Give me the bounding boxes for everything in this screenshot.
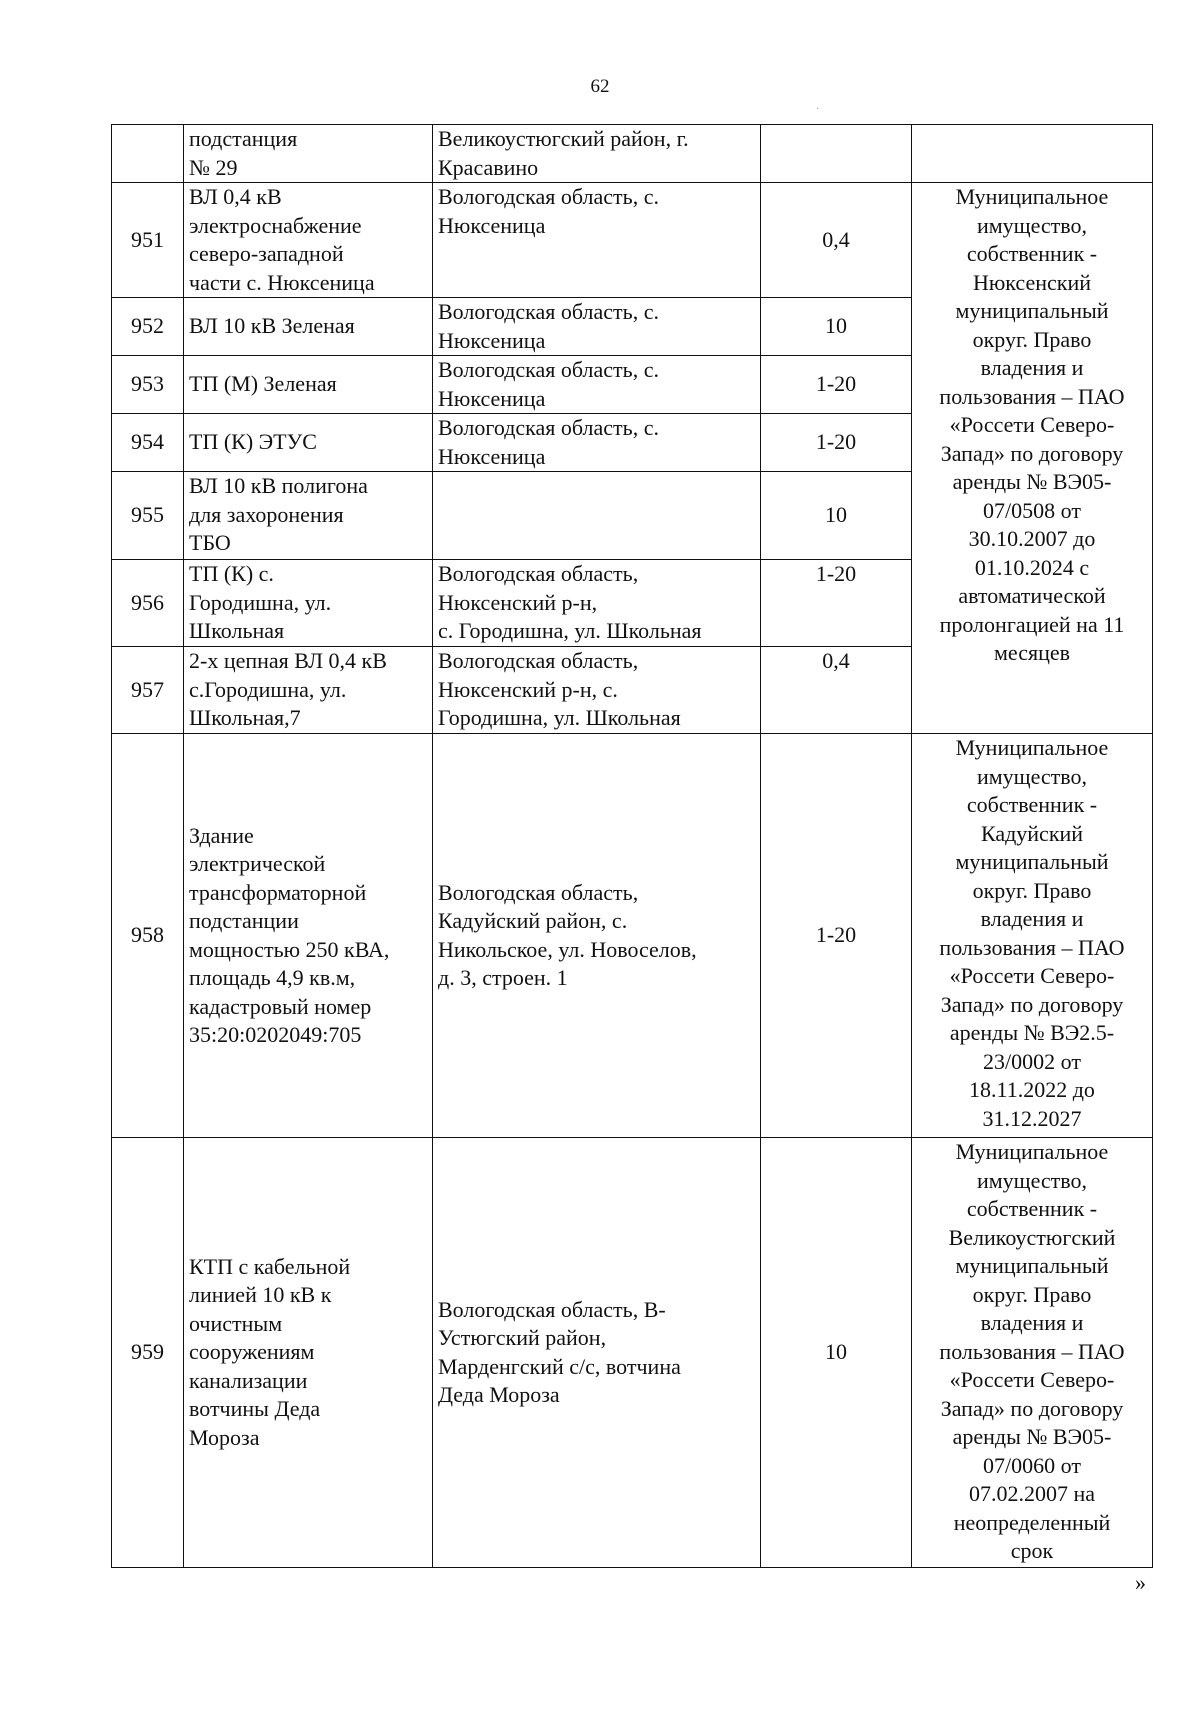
object-address: Вологодская область, Кадуйский район, с. Никольское, ул. Новоселов, д. 3, строен. 1 — [433, 734, 761, 1138]
row-number: 952 — [112, 298, 184, 356]
voltage-class — [761, 125, 912, 183]
voltage-class: 10 — [761, 298, 912, 356]
voltage-class: 0,4 — [761, 647, 912, 734]
row-number — [112, 125, 184, 183]
table-row — [112, 125, 1153, 183]
row-number: 959 — [112, 1138, 184, 1568]
row-number: 956 — [112, 560, 184, 647]
object-name: ТП (К) с. Городишна, ул. Школьная — [184, 560, 433, 647]
object-address: Вологодская область, Нюксенский р-н, с. Городишна, ул. Школьная — [433, 560, 761, 647]
object-name: ТП (М) Зеленая — [184, 356, 433, 414]
object-address: Вологодская область, Нюксенский р-н, с. Городишна, ул. Школьная — [433, 647, 761, 734]
voltage-class: 10 — [761, 472, 912, 560]
object-name: ВЛ 10 кВ полигона для захоронения ТБО — [184, 472, 433, 560]
table-row — [112, 183, 1153, 298]
object-name: ВЛ 0,4 кВ электроснабжение северо-западной части с. Нюксеница — [184, 183, 433, 298]
row-number: 955 — [112, 472, 184, 560]
property-table — [111, 124, 1153, 1568]
object-name: Здание электрической трансформаторной подстанции мощностью 250 кВА, площадь 4,9 кв.м, кадастровый номер 35:20:0202049:705 — [184, 734, 433, 1138]
object-address: Вологодская область, с. Нюксеница — [433, 298, 761, 356]
table-row — [112, 734, 1153, 1138]
closing-quote-mark: » — [1135, 1570, 1146, 1595]
object-address: Вологодская область, с. Нюксеница — [433, 183, 761, 298]
row-number: 951 — [112, 183, 184, 298]
voltage-class: 1-20 — [761, 356, 912, 414]
row-number: 953 — [112, 356, 184, 414]
object-address: Вологодская область, с. Нюксеница — [433, 414, 761, 472]
owner-rights-velikoustyugskiy: Муниципальное имущество, собственник - Великоустюгский муниципальный округ. Право владения и пользования – ПАО «Россети Северо- Запад» по договору аренды № ВЭ05- 07/0060 от 07.02.2007 на неопределенный срок — [912, 1138, 1153, 1568]
voltage-class: 1-20 — [761, 414, 912, 472]
object-address: Вологодская область, В- Устюгский район, Марденгский с/с, вотчина Деда Мороза — [433, 1138, 761, 1568]
object-name: ТП (К) ЭТУС — [184, 414, 433, 472]
row-number: 958 — [112, 734, 184, 1138]
voltage-class: 0,4 — [761, 183, 912, 298]
object-name: КТП с кабельной линией 10 кВ к очистным сооружениям канализации вотчины Деда Мороза — [184, 1138, 433, 1568]
voltage-class: 1-20 — [761, 734, 912, 1138]
voltage-class: 1-20 — [761, 560, 912, 647]
scan-artifact: · — [816, 104, 820, 115]
table-row — [112, 1138, 1153, 1568]
page-number: 62 — [590, 76, 610, 97]
owner-rights-nyuksenskiy: Муниципальное имущество, собственник - Нюксенский муниципальный округ. Право владения и пользования – ПАО «Россети Северо- Запад» по договору аренды № ВЭ05- 07/0508 от 30.10.2007 до 01.10.2024 с автоматической пролонгацией на 11 месяцев — [912, 183, 1153, 734]
owner-rights-kaduyskiy: Муниципальное имущество, собственник - Кадуйский муниципальный округ. Право владения и пользования – ПАО «Россети Северо- Запад» по договору аренды № ВЭ2.5- 23/0002 от 18.11.2022 до 31.12.2027 — [912, 734, 1153, 1138]
owner-cell-continued — [912, 125, 1153, 183]
object-address: Великоустюгский район, г. Красавино — [433, 125, 761, 183]
row-number: 957 — [112, 647, 184, 734]
object-name: ВЛ 10 кВ Зеленая — [184, 298, 433, 356]
object-address: Вологодская область, с. Нюксеница — [433, 356, 761, 414]
object-name: подстанция № 29 — [184, 125, 433, 183]
row-number: 954 — [112, 414, 184, 472]
object-name: 2-х цепная ВЛ 0,4 кВ с.Городишна, ул. Школьная,7 — [184, 647, 433, 734]
voltage-class: 10 — [761, 1138, 912, 1568]
object-address — [433, 472, 761, 560]
